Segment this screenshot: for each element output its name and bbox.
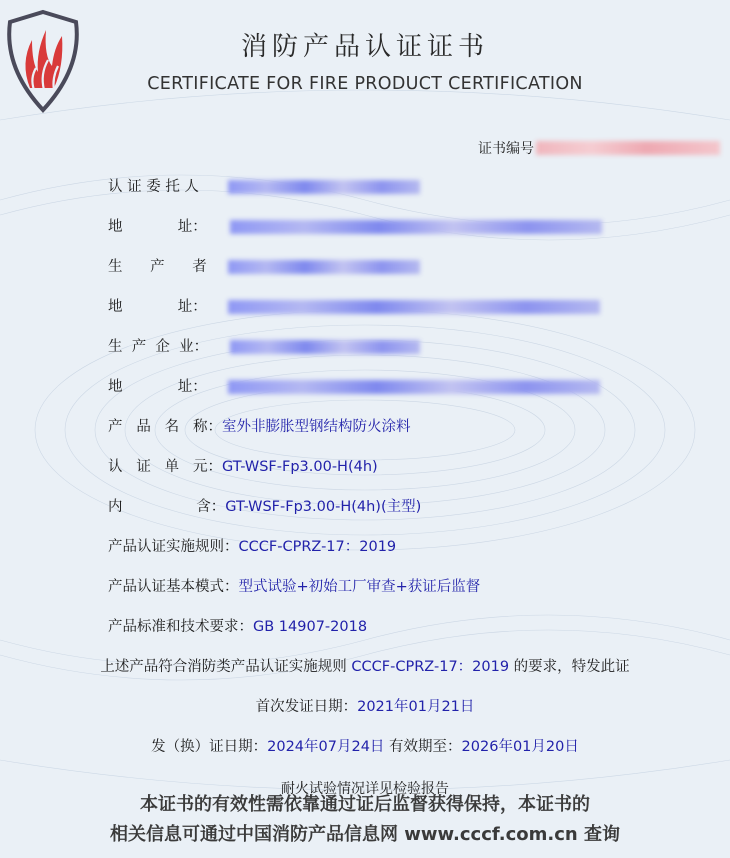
statement-prefix: 上述产品符合消防类产品认证实施规则: [100, 659, 352, 675]
redacted-certificate-number: [536, 141, 720, 155]
statement-suffix: 的要求，特发此证: [509, 659, 630, 675]
test-report-note: 耐火试验情况详见检验报告: [281, 781, 449, 797]
valid-until-label: 有效期至：: [384, 739, 462, 755]
first-issue-date: 2021年01月21日: [357, 699, 475, 715]
footer-line-1: 本证书的有效性需依靠通过证后监督获得保持，本证书的: [140, 794, 590, 815]
certification-mode-row: [108, 576, 480, 598]
standard-value: GB 14907-2018: [253, 619, 368, 635]
redacted-factory-address: [228, 380, 600, 394]
applicant-address-row: [108, 216, 207, 238]
redacted-manufacturer-address: [228, 300, 600, 314]
manufacturer-address-label: 地 址：: [108, 299, 207, 315]
factory-address-row: [108, 376, 207, 398]
issue-date-label: 发（换）证日期：: [151, 739, 268, 755]
implementation-rules-label: 产品认证实施规则：: [108, 539, 239, 555]
conformity-statement: [0, 656, 730, 678]
manufacturer-label: 生 产 者: [108, 259, 207, 275]
standard-row: [108, 616, 367, 638]
manufacturer-row: [108, 256, 207, 278]
applicant-label: 认 证 委 托 人: [108, 179, 199, 195]
product-name-row: [108, 416, 410, 438]
product-name-label: 产 品 名 称：: [108, 419, 222, 435]
certification-unit-value: GT-WSF-Fp3.00-H(4h): [221, 459, 378, 475]
factory-label: 生 产 企 业：: [108, 339, 209, 355]
first-issue-label: 首次发证日期：: [255, 699, 358, 715]
valid-until-date: 2026年01月20日: [461, 739, 579, 755]
certification-unit-row: [108, 456, 378, 478]
redacted-factory: [230, 340, 420, 354]
certification-mode-value: 型式试验+初始工厂审查+获证后监督: [238, 579, 481, 595]
statement-rule: CCCF-CPRZ-17：2019: [351, 659, 510, 675]
first-issue-line: [0, 696, 730, 718]
redacted-manufacturer: [228, 260, 420, 274]
certificate-title-en: CERTIFICATE FOR FIRE PRODUCT CERTIFICATION: [147, 74, 583, 94]
contains-value: GT-WSF-Fp3.00-H(4h)(主型): [225, 499, 422, 515]
contains-row: [108, 496, 421, 518]
factory-row: [108, 336, 208, 358]
redacted-applicant-address: [230, 220, 602, 234]
contains-label: 内 含：: [108, 499, 226, 515]
certificate-title-zh: 消防产品认证证书: [240, 32, 489, 62]
implementation-rules-value: CCCF-CPRZ-17：2019: [238, 539, 397, 555]
implementation-rules-row: [108, 536, 396, 558]
redacted-applicant: [228, 180, 420, 194]
manufacturer-address-row: [108, 296, 207, 318]
certificate-number-label: 证书编号: [478, 141, 534, 157]
certification-mode-label: 产品认证基本模式：: [108, 579, 239, 595]
certification-unit-label: 认 证 单 元：: [108, 459, 222, 475]
applicant-row: [108, 176, 199, 198]
issue-date-value: 2024年07月24日: [267, 739, 385, 755]
factory-address-label: 地 址：: [108, 379, 207, 395]
product-name-value: 室外非膨胀型钢结构防火涂料: [221, 419, 411, 435]
footer-line-2: 相关信息可通过中国消防产品信息网 www.cccf.com.cn 查询: [110, 824, 620, 845]
standard-label: 产品标准和技术要求：: [108, 619, 253, 635]
issue-date-line: [0, 736, 730, 758]
applicant-address-label: 地 址：: [108, 219, 207, 235]
